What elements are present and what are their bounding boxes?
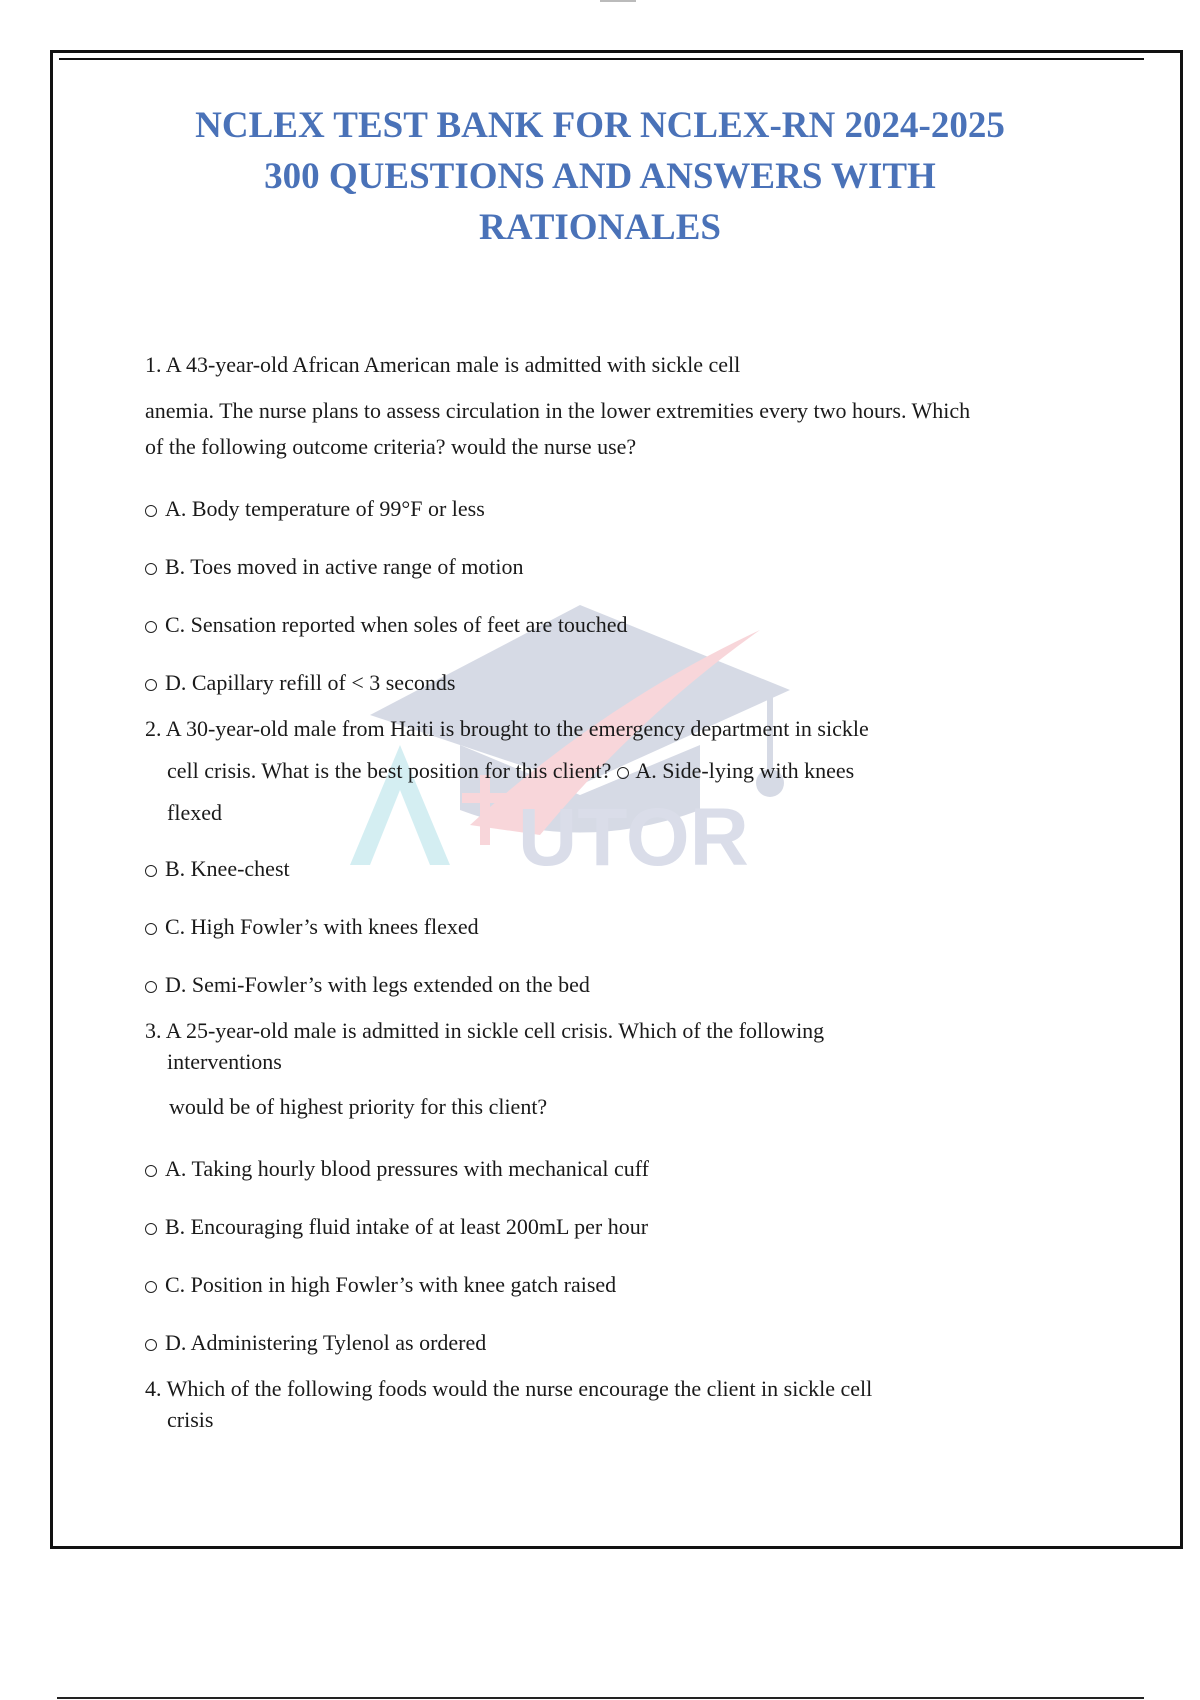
option-label: D. Capillary refill of < 3 seconds bbox=[165, 670, 456, 695]
question-1-stem bbox=[145, 352, 740, 378]
q2-option-a-label[interactable]: A. Side-lying with knees bbox=[635, 758, 855, 783]
question-text: A 25-year-old male is admitted in sickle cell crisis. Which of the following bbox=[165, 1018, 825, 1043]
question-4-line-2: crisis bbox=[167, 1407, 214, 1432]
q2-option-c[interactable] bbox=[145, 914, 479, 940]
q1-option-a[interactable] bbox=[145, 496, 485, 522]
question-2-line-2 bbox=[167, 758, 854, 784]
radio-circle-icon bbox=[145, 563, 157, 575]
radio-circle-icon bbox=[145, 621, 157, 633]
option-label: B. Encouraging fluid intake of at least 200mL per hour bbox=[165, 1214, 649, 1239]
question-number: 3. bbox=[145, 1018, 162, 1043]
q1-option-c[interactable] bbox=[145, 612, 627, 638]
radio-circle-icon bbox=[145, 1339, 157, 1351]
q1-option-b[interactable] bbox=[145, 554, 524, 580]
option-label: A. Body temperature of 99°F or less bbox=[165, 496, 485, 521]
question-3-stem bbox=[145, 1018, 824, 1044]
question-text: A 43-year-old African American male is admitted with sickle cell bbox=[165, 352, 741, 377]
next-page-rule bbox=[57, 1697, 1144, 1699]
question-text: cell crisis. What is the best position for this client? bbox=[167, 758, 612, 783]
radio-circle-icon bbox=[145, 679, 157, 691]
radio-circle-icon bbox=[145, 505, 157, 517]
option-label: D. Administering Tylenol as ordered bbox=[165, 1330, 487, 1355]
radio-circle-icon bbox=[145, 1223, 157, 1235]
option-label: C. Position in high Fowler’s with knee gatch raised bbox=[165, 1272, 617, 1297]
question-number: 4. bbox=[145, 1376, 162, 1401]
q2-option-b[interactable] bbox=[145, 856, 290, 882]
q3-option-a[interactable] bbox=[145, 1156, 649, 1182]
q3-option-c[interactable] bbox=[145, 1272, 616, 1298]
radio-circle-icon bbox=[145, 865, 157, 877]
radio-circle-icon bbox=[145, 923, 157, 935]
watermark-text: UTOR bbox=[518, 792, 749, 883]
title-line-2: 300 QUESTIONS AND ANSWERS WITH bbox=[264, 156, 936, 197]
q3-option-b[interactable] bbox=[145, 1214, 648, 1240]
radio-circle-icon bbox=[145, 1165, 157, 1177]
option-label: B. Knee-chest bbox=[165, 856, 290, 881]
title-line-1: NCLEX TEST BANK FOR NCLEX-RN 2024-2025 bbox=[195, 105, 1005, 146]
question-text: Which of the following foods would the nurse encourage the client in sickle cell bbox=[166, 1376, 873, 1401]
document-title bbox=[0, 100, 1200, 253]
option-label: A. Taking hourly blood pressures with mechanical cuff bbox=[165, 1156, 649, 1181]
question-text: A 30-year-old male from Haiti is brought to the emergency department in sickle bbox=[165, 716, 869, 741]
page-top-mark bbox=[600, 0, 636, 2]
frame-top-rule bbox=[59, 58, 1144, 60]
question-3-line-2: interventions bbox=[167, 1049, 282, 1074]
question-number: 1. bbox=[145, 352, 162, 377]
question-2-line-3: flexed bbox=[167, 800, 222, 825]
option-label: B. Toes moved in active range of motion bbox=[165, 554, 524, 579]
radio-circle-icon bbox=[145, 1281, 157, 1293]
question-1-line-3: of the following outcome criteria? would the nurse use? bbox=[145, 434, 637, 459]
option-label: C. Sensation reported when soles of feet are touched bbox=[165, 612, 628, 637]
q3-option-d[interactable] bbox=[145, 1330, 486, 1356]
radio-circle-icon[interactable] bbox=[617, 767, 629, 779]
question-4-stem bbox=[145, 1376, 872, 1402]
q2-option-d[interactable] bbox=[145, 972, 590, 998]
question-1-line-2: anemia. The nurse plans to assess circulation in the lower extremities every two hours. Which bbox=[145, 398, 971, 423]
q1-option-d[interactable] bbox=[145, 670, 455, 696]
option-label: C. High Fowler’s with knees flexed bbox=[165, 914, 479, 939]
question-2-stem bbox=[145, 716, 869, 742]
title-line-3: RATIONALES bbox=[479, 207, 721, 248]
option-label: D. Semi-Fowler’s with legs extended on the bed bbox=[165, 972, 590, 997]
question-number: 2. bbox=[145, 716, 162, 741]
question-3-line-3: would be of highest priority for this client? bbox=[169, 1094, 548, 1119]
radio-circle-icon bbox=[145, 981, 157, 993]
